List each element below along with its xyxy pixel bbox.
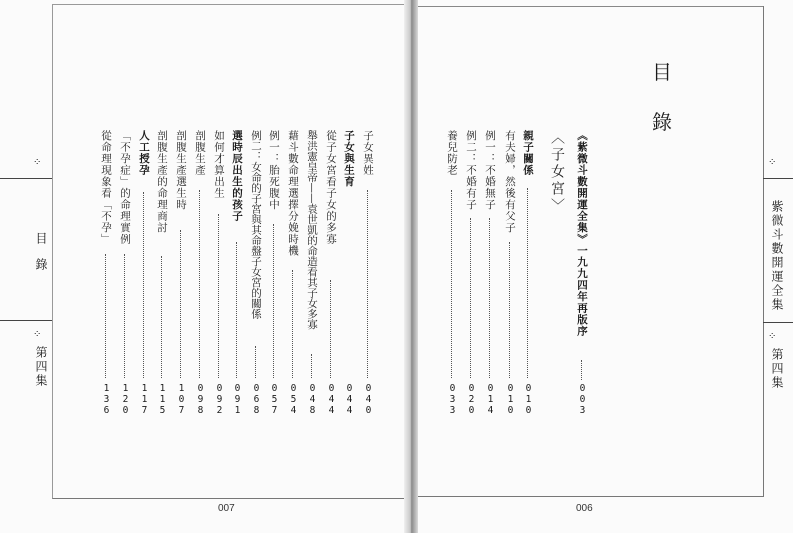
left-tab-rule bbox=[0, 320, 52, 321]
toc-entry-page: 044 bbox=[344, 383, 355, 416]
leader-dots bbox=[218, 214, 219, 378]
toc-entry[interactable] bbox=[341, 130, 357, 430]
leader-dots bbox=[124, 254, 125, 378]
leader-dots bbox=[489, 218, 490, 378]
toc-entry-title: 子女與生育 bbox=[343, 130, 355, 188]
leader-dots bbox=[255, 346, 256, 378]
section-header-label: 〈子女宮〉 bbox=[549, 130, 565, 215]
toc-entry-page: 048 bbox=[307, 383, 318, 416]
toc-entry-title: 如何才算出生 bbox=[213, 130, 225, 199]
leader-dots bbox=[143, 192, 144, 378]
leader-dots bbox=[292, 270, 293, 378]
diamond-dots-icon: ⁘ bbox=[768, 157, 777, 168]
leader-dots bbox=[105, 254, 106, 378]
toc-entry[interactable] bbox=[154, 130, 170, 430]
toc-entry-page: 117 bbox=[139, 383, 150, 416]
left-tab-rule bbox=[0, 178, 52, 179]
toc-entry[interactable] bbox=[136, 130, 152, 430]
toc-entry-page: 040 bbox=[363, 383, 374, 416]
toc-entry-title: 例二：女命的子宮與其命盤子女宮的關係 bbox=[250, 130, 262, 319]
right-tab-rule bbox=[763, 178, 793, 179]
right-tab-sublabel: 第四集 bbox=[770, 348, 784, 390]
book-gutter bbox=[404, 0, 418, 533]
toc-entry-title: 《紫微斗數開運全集》一九九四年再版序 bbox=[576, 130, 588, 337]
toc-entry-page: 107 bbox=[176, 383, 187, 416]
right-page-number: 006 bbox=[576, 503, 593, 514]
toc-entry[interactable] bbox=[482, 130, 498, 430]
toc-entry[interactable] bbox=[304, 130, 320, 430]
toc-entry-title: 剖腹生產選生時 bbox=[175, 130, 187, 211]
toc-entry-title: 子女異姓 bbox=[362, 130, 374, 176]
toc-heading-char: 目 bbox=[652, 60, 672, 84]
toc-entry-page: 033 bbox=[447, 383, 458, 416]
toc-entry-title: 有夫婦，然後有父子 bbox=[504, 130, 516, 234]
leader-dots bbox=[451, 190, 452, 378]
toc-entry-title: 親子關係 bbox=[522, 130, 534, 176]
toc-entry-page: 057 bbox=[269, 383, 280, 416]
toc-entry[interactable] bbox=[229, 130, 245, 430]
leader-dots bbox=[180, 230, 181, 378]
leader-dots bbox=[236, 242, 237, 378]
toc-entry[interactable] bbox=[360, 130, 376, 430]
leader-dots bbox=[330, 280, 331, 378]
toc-entry[interactable] bbox=[463, 130, 479, 430]
toc-heading-char: 錄 bbox=[652, 110, 672, 134]
toc-entry-title: 例一：胎死腹中 bbox=[268, 130, 280, 211]
toc-entry[interactable] bbox=[285, 130, 301, 430]
diamond-dots-icon: ⁘ bbox=[33, 329, 42, 340]
right-tab-rule bbox=[763, 322, 793, 323]
left-page-number: 007 bbox=[218, 503, 235, 514]
leader-dots bbox=[199, 190, 200, 378]
toc-entry[interactable] bbox=[266, 130, 282, 430]
toc-entry-page: 098 bbox=[195, 383, 206, 416]
leader-dots bbox=[367, 190, 368, 378]
toc-entry-page: 054 bbox=[288, 383, 299, 416]
toc-entry-page: 115 bbox=[157, 383, 168, 416]
toc-entry-title: 舉洪憲皇帝——袁世凱的命造看其子女多寡 bbox=[306, 130, 318, 330]
toc-entry-page: 014 bbox=[485, 383, 496, 416]
toc-entry-title: 從子女宮看子女的多寡 bbox=[325, 130, 337, 245]
leader-dots bbox=[470, 218, 471, 378]
toc-entry-title: 例一：不婚無子 bbox=[484, 130, 496, 211]
toc-entry-page: 136 bbox=[101, 383, 112, 416]
toc-entry[interactable] bbox=[117, 130, 133, 430]
toc-entry[interactable] bbox=[211, 130, 227, 430]
toc-entry-title: 人工授孕 bbox=[138, 130, 150, 176]
toc-entry-title: 養兒防老 bbox=[446, 130, 458, 176]
right-tab-label: 紫微斗數開運全集 bbox=[770, 200, 784, 312]
toc-entry-title: 選時辰出生的孩子 bbox=[231, 130, 243, 222]
leader-dots bbox=[509, 242, 510, 378]
toc-entry-title: 從命理現象看「不孕」 bbox=[100, 130, 112, 245]
toc-section-header bbox=[549, 130, 565, 430]
toc-entry[interactable] bbox=[444, 130, 460, 430]
toc-entry[interactable] bbox=[192, 130, 208, 430]
toc-entry[interactable] bbox=[520, 130, 536, 430]
leader-dots bbox=[581, 360, 582, 380]
toc-entry-title: 剖腹生產的命理商討 bbox=[156, 130, 168, 234]
toc-entry-page: 003 bbox=[577, 383, 588, 416]
leader-dots bbox=[161, 256, 162, 378]
toc-entry-page: 092 bbox=[214, 383, 225, 416]
diamond-dots-icon: ⁘ bbox=[768, 331, 777, 342]
leader-dots bbox=[273, 224, 274, 378]
toc-entry-title: 藉斗數命理選擇分娩時機 bbox=[287, 130, 299, 257]
toc-entry-page: 044 bbox=[326, 383, 337, 416]
diamond-dots-icon: ⁘ bbox=[33, 157, 42, 168]
toc-entry-title: 例二：不婚有子 bbox=[465, 130, 477, 211]
toc-entry-page: 020 bbox=[466, 383, 477, 416]
toc-entry-page: 120 bbox=[120, 383, 131, 416]
toc-entry[interactable] bbox=[173, 130, 189, 430]
toc-entry[interactable] bbox=[98, 130, 114, 430]
leader-dots bbox=[527, 188, 528, 378]
toc-entry[interactable] bbox=[323, 130, 339, 430]
left-tab-label: 目錄 bbox=[34, 232, 48, 284]
toc-entry[interactable] bbox=[248, 130, 264, 430]
toc-entry-page: 091 bbox=[232, 383, 243, 416]
left-tab-sublabel: 第四集 bbox=[34, 346, 48, 388]
toc-entry-page: 010 bbox=[523, 383, 534, 416]
toc-entry-title: 「不孕症」的命理實例 bbox=[119, 130, 131, 245]
toc-entry-page: 010 bbox=[505, 383, 516, 416]
toc-entry[interactable] bbox=[502, 130, 518, 430]
toc-entry-page: 068 bbox=[251, 383, 262, 416]
leader-dots bbox=[311, 354, 312, 378]
toc-entry[interactable] bbox=[574, 130, 590, 430]
toc-entry-title: 剖腹生產 bbox=[194, 130, 206, 176]
